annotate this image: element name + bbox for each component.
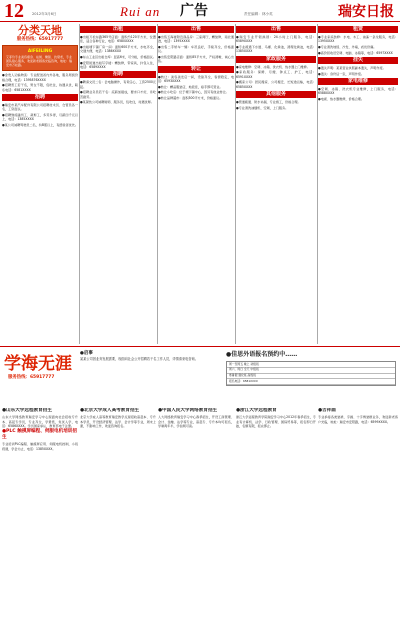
- column-rent: [80, 24, 156, 344]
- bottom-column-3: [158, 408, 234, 638]
- article-heading: ●北京大学成人高考教育招生: [80, 408, 140, 413]
- ad-item: ●出租万松东路365号店面：面积约120平方米，位置佳，适合各种行业，电话：6580XXXX: [80, 35, 156, 44]
- classified-title: 分类天地: [18, 24, 62, 37]
- article-text: 人大网络教育瑞安学习中心春季招生，开设工商管理、会计、金融、法学等专业，高起专、专升本均可报名，学制两年半，学信网可查。: [158, 415, 234, 429]
- ad-item: ●转让：精品服装店，地段佳，接手即可营业。: [158, 84, 223, 89]
- page-number: 12: [4, 0, 24, 22]
- ad-item: ●空调、冰箱、洗衣机专业维修，上门服务，电话：6588XXXX: [318, 87, 398, 96]
- paper-name: 瑞安日报: [338, 4, 394, 20]
- bottom-column-2: [80, 408, 156, 638]
- ad-item: ●家电维修：空调、冰箱、洗衣机、热水器上门维修。: [236, 64, 310, 69]
- category-header: 出售: [158, 26, 234, 33]
- ad-item: ●转让小吃店：位于塘下镇中心，因另有他业转让。: [158, 90, 229, 95]
- ad-item: ●某餐饮公司诚聘厨师、服务员，包吃住，待遇优厚。: [80, 100, 154, 105]
- editor-credit: 责任编辑：林小英: [244, 12, 273, 16]
- category-header: 出售: [236, 26, 316, 33]
- category-header: 挂失: [318, 57, 398, 64]
- bottom-column-4: [236, 408, 316, 638]
- category-header: 其他服务: [236, 91, 316, 98]
- category-header: 家政服务: [236, 56, 316, 63]
- notice-text: 某某公司因业务发展需要，现面向社会公开招聘若干名工作人员，详情请来电咨询。: [80, 357, 198, 362]
- article-text: 专业承接各类装裱、字画、十字绣装框业务，欢迎新老客户光临，地址：瑞安市安阳路，电话：6599XXXX。: [318, 415, 398, 424]
- education-phone: 服务热线：65917777: [8, 375, 55, 380]
- ad-item: ●招聘普工若干名，男女不限，包吃住，待遇从优，联系电话：6581XXXX: [2, 83, 78, 92]
- section-title: 广告: [180, 3, 208, 19]
- article-text: 浙江大学远程教育学院瑞安学习中心2012年春季招生，专业有计算机、法学、行政管理、国际贸易等，报名即日开始，名额有限，报完即止。: [236, 415, 316, 429]
- masthead: [0, 0, 400, 22]
- ad-item: ●瑞安专业开锁换锁：24小时上门服务，电话：6589XXXX: [236, 35, 316, 44]
- classified-phone: 服务热线：65917777: [16, 37, 64, 42]
- ad-item: ●瑞安市某汽车配件有限公司招聘技术员、仓管员各一名，工资面议。: [2, 103, 78, 112]
- ad-item: ●高价回收旧空调、电脑、冰箱等，电话：6597XXXX: [318, 50, 393, 55]
- ad-item: ●电视、热水器维修，价格合理。: [318, 97, 365, 102]
- schedule-row: 周六、周日 全天 中级班: [227, 368, 395, 374]
- ad-item: ●家政服务：保姆、月嫂、钟点工、护工，电话：6591XXXX: [236, 70, 316, 79]
- ad-item: ●金贵人运输物流：专业配送省内外各地，服务周到价格合理，电话：1395876XXXX: [2, 73, 78, 82]
- school-promo: [226, 351, 396, 386]
- bottom-column-5: [318, 408, 398, 638]
- ad-item: ●出售安阳路店面：面积85平方米，产权清晰，诚心出售。: [158, 55, 234, 64]
- ad-item: ●出售二手轿车一辆：车况良好，手续齐全，价格面议。: [158, 45, 234, 54]
- column-sale: [158, 24, 234, 344]
- ad-item: ●招聘熟练缝纫工、裁剪工，多劳多得，月薪四千元以上，电话：1385XXXX: [2, 113, 78, 122]
- category-header: 招聘: [80, 71, 156, 78]
- ad-item: ●专业清洗油烟机、空调，上门服务。: [236, 105, 289, 110]
- schedule-table: [226, 361, 396, 386]
- ad-item: ●出租塘下镇厂房一间：面积600平方米，水电齐全，交通方便，电话：1386XXXX: [80, 45, 156, 54]
- article-heading: ●浙江大学远程教育: [236, 408, 277, 413]
- bottom-column-1: [2, 408, 78, 638]
- column-classified: [2, 24, 78, 344]
- column-services: [236, 24, 316, 344]
- ad-item: ●专业疏通下水道、马桶、化粪池，清理化粪池，电话：1385XXXX: [236, 45, 316, 54]
- column-repair: [318, 24, 398, 344]
- article-text: 北京大学成人高等教育瑞安教学点现招收高起本、专升本学员，开设经济管理、法学、会计学等专业，周末上课，不影响工作，欢迎咨询报名。: [80, 415, 156, 429]
- ad-item: ●某公司诚聘驾驶员二名，持B照以上，有经验者优先。: [2, 123, 78, 128]
- notice-block: [80, 351, 220, 361]
- ad-item: ●专业清洗地毯、沙发、外墙，质优价廉。: [318, 45, 377, 50]
- column-rule: [317, 24, 318, 344]
- category-header: 转让: [158, 66, 234, 73]
- article-text: 专业培训PLC编程、触摸屏应用、伺服电机控制，小班授课，学会为止，电话：1385XXXX。: [2, 442, 78, 451]
- category-header: 招聘: [2, 94, 78, 101]
- article-heading: ●吉祥画: [318, 408, 336, 413]
- school-promo-title: ●佳思外语报名预约中……: [226, 351, 298, 358]
- education-band: [0, 346, 400, 406]
- schedule-row: 周一至周五 晚上 初级班: [227, 362, 395, 368]
- ad-item: ●出售玉海楼附近商品房：三室两厅，精装修，南北通透，电话：1395XXXX: [158, 35, 234, 44]
- ad-item: ●转让品牌超市：面积300平方米，价格面议。: [158, 96, 223, 101]
- notice-title: ●启事: [80, 351, 93, 356]
- ad-item: ●安阳街道出租写字楼：精装修，带家具，拎包入住，电话：6589XXXX: [80, 60, 156, 70]
- article-heading: ●山东大学远程教育招生: [2, 408, 52, 413]
- schedule-row: 寒暑假 强化班 高级班: [227, 374, 395, 380]
- ad-item: ●聘请文员二名：会电脑操作，有责任心，工资2500元起。: [80, 80, 156, 89]
- article-heading: ●中国人民大学网络教育招生: [158, 408, 218, 413]
- ad-item: ●东山工业区出租仓库：层高6米，可分租，价格面议。: [80, 55, 156, 60]
- column-rule: [235, 24, 236, 344]
- category-header: 出租: [80, 26, 156, 33]
- ad-item: ●遗失声明：某某营业执照副本遗失，声明作废。: [318, 66, 386, 71]
- column-rule: [157, 24, 158, 344]
- ad-item: ●管道疏通、防水补漏，专业施工，价格合理。: [236, 99, 301, 104]
- ad-item: ●招聘业务员若干名：底薪加提成，要求口才好，肯吃苦耐劳。: [80, 90, 156, 99]
- ad-item: ●专业家庭装修：水电、木工、油漆一条龙服务，电话：1395XXXX: [318, 35, 398, 44]
- ad-item: ●遗失：身份证一张，声明作废。: [318, 71, 365, 76]
- article-heading: ●PLC 触摸屏编程、伺服电机培训招生: [2, 428, 77, 440]
- publication-date: 2012年3月6日: [32, 12, 57, 16]
- category-header: 家电维修: [318, 78, 398, 85]
- column-rule: [79, 24, 80, 344]
- ad-item: ●搬家公司：居民搬家、公司搬迁、长短途运输，电话：6585XXXX: [236, 80, 316, 89]
- schedule-row: 报名电话：6581XXXX: [227, 379, 395, 385]
- promo-logo: AIFEILING: [27, 48, 53, 54]
- education-title: 学海无涯: [4, 354, 72, 374]
- ad-item: ●转让：美容美发店一间，设备齐全，客源稳定，电话：6593XXXX: [158, 74, 234, 83]
- banner-latin: Rui an: [120, 4, 161, 19]
- category-header: 租赁: [318, 26, 398, 33]
- promo-text: 艾菲玲专业美容瘦身、祛斑、嫩肤、抗衰老，专业团队贴心服务，欢迎新老顾客光临咨询，地址：瑞安市万松路。: [6, 54, 73, 68]
- article-text: 山东大学网络教育瑞安学习中心现面向社会招收专升本、高起专学员，专业齐全，学费低，免试入学，电话：6586XXXX。学历国家承认，教育部电子注册。: [2, 415, 78, 429]
- promo-box: [2, 45, 78, 72]
